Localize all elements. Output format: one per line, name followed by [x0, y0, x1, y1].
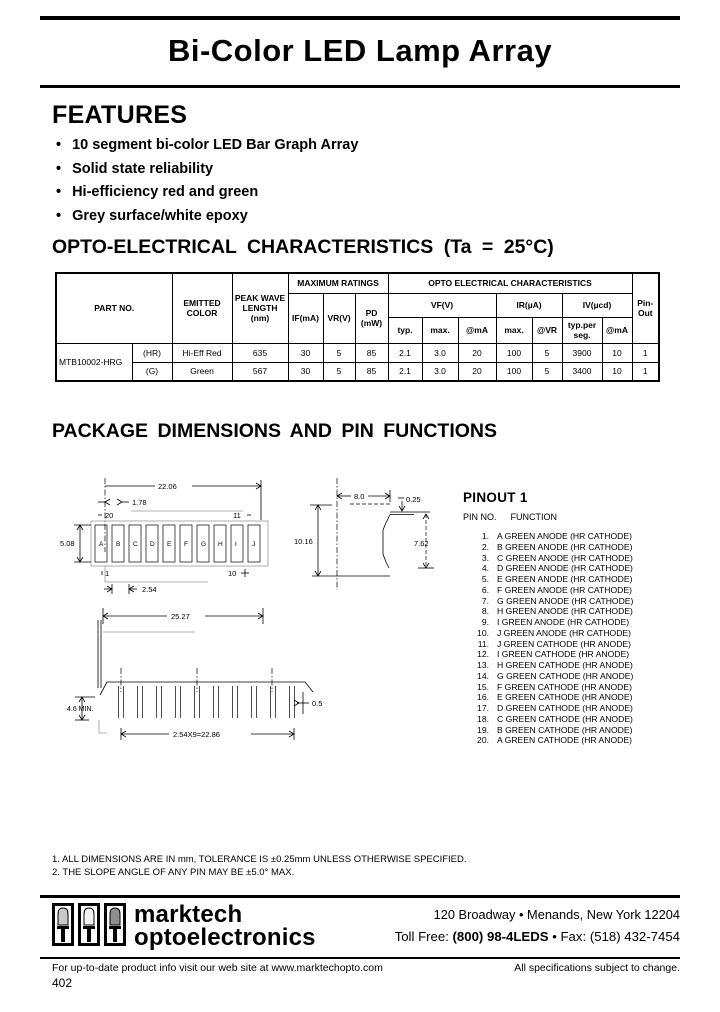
- dim-label-standoff: 7.62: [414, 539, 429, 548]
- segment-label: G: [201, 541, 207, 548]
- spec-change-note: All specifications subject to change.: [514, 962, 680, 974]
- footer-bottom-rule: [40, 957, 680, 959]
- toll-free-number: (800) 98-4LEDS: [452, 929, 549, 944]
- pinout-row: 17. D GREEN CATHODE (HR ANODE): [477, 703, 633, 713]
- variant-cell: (HR): [132, 343, 172, 362]
- vf-max-cell: 3.0: [422, 343, 458, 362]
- package-side-view-diagram: [292, 468, 457, 613]
- col-header-if: IF(mA): [288, 293, 323, 343]
- pin-label-11: 11: [233, 511, 241, 520]
- segment-label: B: [116, 541, 121, 548]
- dim-label-height: 5.08: [60, 539, 75, 548]
- pinout-row: 6. F GREEN ANODE (HR CATHODE): [481, 584, 632, 595]
- company-address: 120 Broadway • Menands, New York 12204: [433, 907, 680, 922]
- sub-header-ir-at-vr: @VR: [532, 317, 562, 343]
- vr-cell: 5: [323, 343, 355, 362]
- top-rule: [40, 16, 680, 20]
- ir-max-cell: 100: [496, 343, 532, 362]
- part-number-cell: MTB10002-HRG: [56, 343, 132, 381]
- package-dimensions-heading: PACKAGE DIMENSIONS AND PIN FUNCTIONS: [52, 420, 498, 442]
- pinout-row: 9. I GREEN ANODE (HR CATHODE): [481, 617, 630, 627]
- vf-typ-cell: 2.1: [388, 343, 422, 362]
- page-title: Bi-Color LED Lamp Array: [167, 33, 553, 68]
- footer-top-rule: [40, 895, 680, 898]
- dim-label-span: 2.54X9=22.86: [173, 730, 220, 739]
- pinout-heading: PINOUT 1: [463, 490, 528, 505]
- vr-cell: 5: [323, 362, 355, 381]
- segment-label: F: [184, 541, 188, 548]
- pinout-row: 19. B GREEN CATHODE (HR ANODE): [477, 724, 633, 735]
- pd-cell: 85: [355, 343, 388, 362]
- pinout-row: 3. C GREEN ANODE (HR CATHODE): [481, 552, 633, 563]
- pinout-col-function: FUNCTION: [510, 512, 558, 522]
- vf-typ-cell: 2.1: [388, 362, 422, 381]
- pin-label-10: 10: [228, 569, 237, 578]
- pinout-column-headers: [463, 512, 681, 522]
- features-heading: FEATURES: [52, 101, 188, 129]
- pinout-row: 4. D GREEN ANODE (HR CATHODE): [481, 563, 633, 574]
- feature-item: • Solid state reliability: [56, 161, 358, 185]
- col-header-pd: PD (mW): [355, 293, 388, 343]
- pd-cell: 85: [355, 362, 388, 381]
- opto-characteristics-heading: OPTO-ELECTRICAL CHARACTERISTICS (Ta = 25°C): [52, 236, 554, 258]
- group-header-iv: IV(µcd): [562, 293, 632, 317]
- dim-label-lead-width: 0.5: [312, 699, 323, 708]
- sub-header-vf-max: max.: [422, 317, 458, 343]
- pinout-row: 2. B GREEN ANODE (HR CATHODE): [481, 541, 633, 552]
- package-top-view-diagram: [58, 472, 308, 614]
- pinout-col-pin: PIN NO.: [463, 512, 497, 522]
- col-header-pinout: Pin- Out: [632, 273, 659, 343]
- ir-vr-cell: 5: [532, 343, 562, 362]
- wavelength-cell: 567: [232, 362, 288, 381]
- ir-vr-cell: 5: [532, 362, 562, 381]
- col-header-part-no: PART NO.: [56, 273, 172, 343]
- pinout-cell: 1: [632, 362, 659, 381]
- segment-label: I: [235, 541, 237, 548]
- pinout-cell: 1: [632, 343, 659, 362]
- fax-number: (518) 432-7454: [589, 929, 680, 944]
- dim-label-offset: 1.78: [132, 498, 147, 507]
- marktech-logo: [52, 903, 316, 949]
- feature-item: • Hi-efficiency red and green: [56, 184, 358, 208]
- dim-label-lead-min: 4.6 MIN.: [67, 706, 94, 713]
- if-cell: 30: [288, 343, 323, 362]
- pinout-row: 16. E GREEN CATHODE (HR ANODE): [477, 692, 633, 703]
- sub-header-iv-typ-per-seg: typ.per seg.: [562, 317, 602, 343]
- pinout-row: 13. H GREEN CATHODE (HR ANODE): [477, 660, 633, 670]
- pin-label-20: 20: [105, 511, 114, 520]
- pinout-row: 15. F GREEN CATHODE (HR ANODE): [477, 681, 632, 692]
- dim-label-length: 25.27: [171, 612, 190, 621]
- package-front-view-diagram: [55, 600, 340, 752]
- pinout-row: 14. G GREEN CATHODE (HR ANODE): [477, 670, 634, 681]
- iv-ma-cell: 10: [602, 362, 632, 381]
- iv-cell: 3400: [562, 362, 602, 381]
- variant-cell: (G): [132, 362, 172, 381]
- col-header-emitted-color: EMITTED COLOR: [172, 273, 232, 343]
- color-cell: Hi-Eff Red: [172, 343, 232, 362]
- dim-label-pitch: 2.54: [142, 585, 157, 594]
- pinout-row: 7. G GREEN ANODE (HR CATHODE): [481, 595, 634, 606]
- pinout-row: 12. I GREEN CATHODE (HR ANODE): [477, 649, 630, 660]
- iv-cell: 3900: [562, 343, 602, 362]
- dimension-notes: [52, 854, 467, 879]
- pinout-section: [463, 490, 681, 746]
- page-number: 402: [52, 976, 73, 990]
- col-header-peak-wavelength: PEAK WAVE LENGTH (nm): [232, 273, 288, 343]
- title-bottom-rule: [40, 85, 680, 88]
- group-header-ir: IR(µA): [496, 293, 562, 317]
- col-header-vr: VR(V): [323, 293, 355, 343]
- iv-ma-cell: 10: [602, 343, 632, 362]
- sub-header-vf-at-ma: @mA: [458, 317, 496, 343]
- company-phone-fax: Toll Free: (800) 98-4LEDS • Fax: (518) 432-7454: [394, 929, 680, 944]
- group-header-maximum-ratings: MAXIMUM RATINGS: [288, 273, 388, 293]
- group-header-vf: VF(V): [388, 293, 496, 317]
- pinout-row: 10. J GREEN ANODE (HR CATHODE): [477, 627, 632, 638]
- color-cell: Green: [172, 362, 232, 381]
- dim-label-lead-thickness: 0.25: [406, 495, 421, 504]
- pin-label-1: 1: [105, 569, 110, 578]
- pinout-row: 8. H GREEN ANODE (HR CATHODE): [481, 606, 633, 617]
- company-name-line2: optoelectronics: [134, 924, 316, 951]
- feature-item: • 10 segment bi-color LED Bar Graph Array: [56, 137, 358, 161]
- note-line: 2. THE SLOPE ANGLE OF ANY PIN MAY BE ±5.0° MAX.: [52, 866, 295, 878]
- dim-label-depth: 8.0: [354, 492, 365, 501]
- pinout-row: 1. A GREEN ANODE (HR CATHODE): [481, 531, 632, 541]
- segment-label: H: [218, 541, 223, 548]
- feature-item: • Grey surface/white epoxy: [56, 208, 358, 232]
- sub-header-ir-max: max.: [496, 317, 532, 343]
- ir-max-cell: 100: [496, 362, 532, 381]
- dim-label-height: 10.16: [294, 537, 313, 546]
- segment-label: C: [133, 541, 138, 548]
- vf-ma-cell: 20: [458, 343, 496, 362]
- sub-header-vf-typ: typ.: [388, 317, 422, 343]
- features-list: [56, 137, 358, 231]
- website-note: For up-to-date product info visit our web site at www.marktechopto.com: [52, 962, 383, 974]
- opto-characteristics-table: [55, 272, 660, 382]
- segment-label: D: [150, 541, 155, 548]
- table-row-hr: [56, 343, 659, 362]
- segment-label: A: [99, 541, 104, 548]
- table-row-g: [56, 362, 659, 381]
- company-name-line1: marktech: [134, 901, 243, 928]
- segment-label: E: [167, 541, 172, 548]
- note-line: 1. ALL DIMENSIONS ARE IN mm, TOLERANCE IS ±0.25mm UNLESS OTHERWISE SPECIFIED.: [52, 854, 467, 865]
- vf-ma-cell: 20: [458, 362, 496, 381]
- company-name: [134, 903, 316, 949]
- if-cell: 30: [288, 362, 323, 381]
- led-lamp-bar-icon: [52, 903, 126, 947]
- pinout-row: 5. E GREEN ANODE (HR CATHODE): [481, 574, 633, 584]
- pinout-row: 20. A GREEN CATHODE (HR ANODE): [477, 735, 632, 746]
- vf-max-cell: 3.0: [422, 362, 458, 381]
- group-header-opto-electrical: OPTO ELECTRICAL CHARACTERISTICS: [388, 273, 632, 293]
- pinout-row: 11. J GREEN CATHODE (HR ANODE): [477, 638, 632, 649]
- dim-label-width: 22.06: [158, 482, 177, 491]
- wavelength-cell: 635: [232, 343, 288, 362]
- pinout-row: 18. C GREEN CATHODE (HR ANODE): [477, 713, 633, 724]
- sub-header-iv-at-ma: @mA: [602, 317, 632, 343]
- segment-label: J: [252, 541, 256, 548]
